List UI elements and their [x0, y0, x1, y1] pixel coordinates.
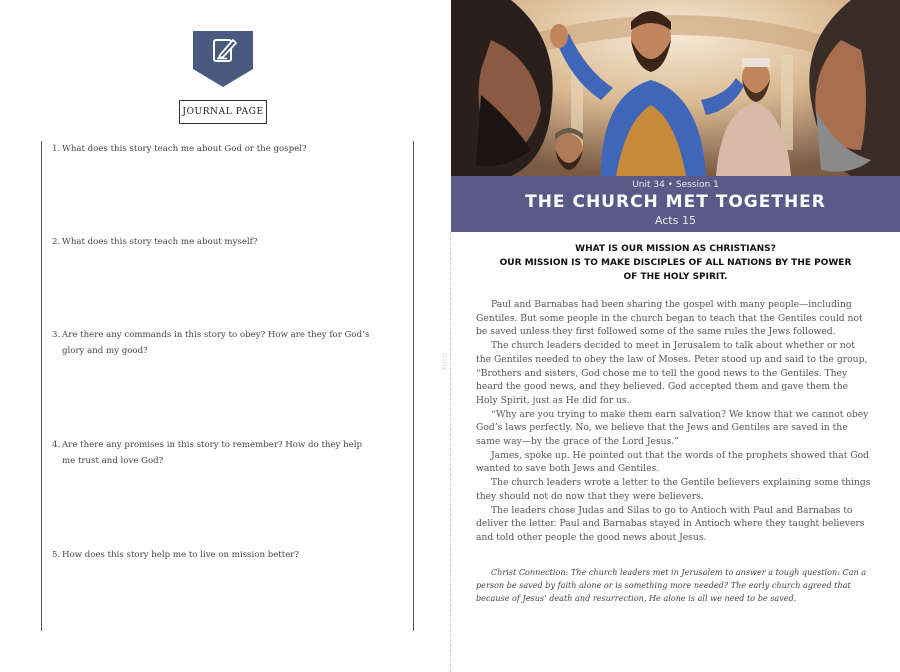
unit-session-label: Unit 34 • Session 1 — [632, 180, 719, 190]
story-paragraph: The church leaders wrote a letter to the Gentile believers explaining some things they should not do now that they were believers. — [476, 477, 871, 502]
journal-question-1: 1. What does this story teach me about God or the gospel? — [52, 144, 307, 154]
journal-page-label: JOURNAL PAGE — [179, 100, 267, 124]
mission-answer-line-2: OF THE HOLY SPIRIT. — [623, 272, 728, 282]
story-paragraph: The church leaders decided to meet in Jerusalem to talk about whether or not the Gentiles needed to obey the law of Moses. Peter stood up and said to the group, “Brothers and sisters, God chose me to tell the good news to the Gentiles. They heard the good news, and they believed. God accepted them and gave them the Holy Spirit, just as He did for us. — [476, 340, 868, 406]
story-paragraph: Paul and Barnabas had been sharing the gospel with many people—including Gentiles. But some people in the church began to teach that the Gentiles could not be saved unless they first followed some of the same rules the Jews followed. — [476, 299, 863, 338]
mission-question: WHAT IS OUR MISSION AS CHRISTIANS? — [575, 244, 776, 254]
lesson-title-banner — [451, 176, 900, 232]
story-text — [476, 298, 872, 545]
right-margin-rule — [413, 141, 414, 631]
fold-line — [450, 232, 451, 672]
mission-statement — [451, 242, 900, 284]
scripture-reference: Acts 15 — [655, 214, 696, 227]
journal-question-2: 2. What does this story teach me about myself? — [52, 237, 258, 247]
story-illustration — [451, 0, 900, 176]
story-paragraph: “Why are you trying to make them earn salvation? We know that we cannot obey God’s laws perfectly. No, we believe that the Jews and Gentiles are saved in the same way—by the grace of the Lord Jesus.” — [476, 408, 869, 448]
journal-badge — [193, 31, 253, 87]
story-paragraph: James, spoke up. He pointed out that the words of the prophets showed that God wanted to save both Jews and Gentiles. — [476, 449, 870, 475]
journal-question-3: 3. Are there any commands in this story to obey? How are they for God’s glory and my good? — [52, 330, 370, 356]
christ-connection: Christ Connection: The church leaders met in Jerusalem to answer a tough question: Can a person be saved by faith alone or is something more needed? The early church agreed that because of Jesus’ death and resurrection, He alone is all we need to be saved. — [476, 567, 867, 603]
journal-question-4: 4. Are there any promises in this story to remember? How do they help me trust and love God? — [52, 440, 362, 466]
mission-answer-line-1: OUR MISSION IS TO MAKE DISCIPLES OF ALL NATIONS BY THE POWER — [499, 258, 852, 268]
journal-question-5: 5. How does this story help me to live on mission better? — [52, 550, 300, 560]
apostles-council-illustration — [451, 0, 900, 176]
left-margin-rule — [41, 141, 42, 631]
fold-label: FOLD — [442, 352, 449, 370]
story-paragraph: The leaders chose Judas and Silas to go to Antioch with Paul and Barnabas to deliver the letter. Paul and Barnabas stayed in Antioch where they taught believers and told other people the good news about Jesus. — [476, 504, 865, 543]
story-title: THE CHURCH MET TOGETHER — [525, 192, 826, 212]
pencil-paper-icon — [193, 31, 253, 87]
